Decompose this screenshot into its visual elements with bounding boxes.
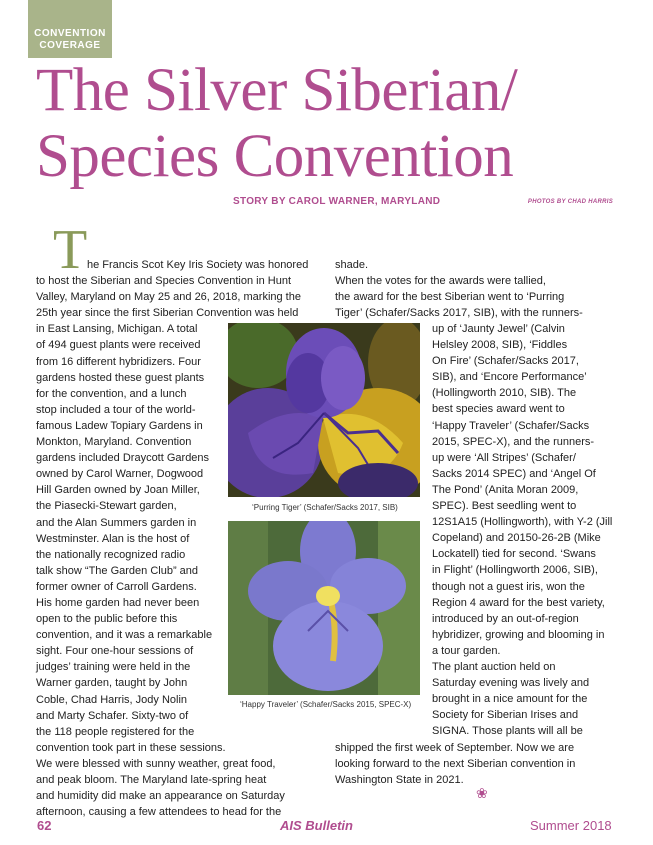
text-line: a tour garden. <box>432 644 501 657</box>
photo-credit: PHOTOS BY CHAD HARRIS <box>527 199 613 205</box>
caption-purring-tiger: ‘Purring Tiger’ (Schafer/Sacks 2017, SIB) <box>252 503 398 512</box>
column-right-bottom <box>335 740 620 788</box>
end-ornament-icon: ❀ <box>476 785 488 801</box>
text-line: talk show “The Garden Club” and <box>36 564 199 577</box>
text-line: (Hollingworth 2010, SIB). The <box>432 387 577 400</box>
text-line: SIGNA. Those plants will all be <box>432 725 583 738</box>
text-line: Coble, Chad Harris, Jody Nolin <box>36 693 188 706</box>
text-line: brought in a nice amount for the <box>432 693 588 706</box>
section-tag-line-2: COVERAGE <box>39 40 101 51</box>
text-line: On Fire’ (Schafer/Sacks 2017, <box>432 355 579 368</box>
text-line: 12S1A15 (Hollingworth), with Y-2 (Jill <box>432 516 613 529</box>
text-line: up of ‘Jaunty Jewel’ (Calvin <box>432 323 565 335</box>
text-line: Lockatell) tied for second. ‘Swans <box>432 548 596 561</box>
text-line: for the convention, and a lunch <box>36 387 187 400</box>
text-line: Helsley 2008, SIB), ‘Fiddles <box>432 339 568 352</box>
text-line: of 494 guest plants were received <box>36 339 201 352</box>
text-line: Society for Siberian Irises and <box>432 709 579 722</box>
text-line: open to the public before this <box>36 613 178 626</box>
text-line: the Piasecki-Stewart garden, <box>36 500 177 513</box>
text-line: and humidity did make an appearance on Saturday <box>36 790 285 803</box>
text-line: Copeland) and 20150-26-2B (Mike <box>432 532 601 545</box>
text-line: We were blessed with sunny weather, great food, <box>36 757 276 770</box>
text-line: convention took part in these sessions. <box>36 741 226 754</box>
iris-purple-yellow-icon <box>228 323 420 497</box>
text-line: judges’ training were held in the <box>36 661 191 674</box>
text-line: hybridizer, growing and blooming in <box>432 628 605 641</box>
text-line: Region 4 award for the best variety, <box>432 596 605 609</box>
caption-happy-traveler: ‘Happy Traveler’ (Schafer/Sacks 2015, SPEC-X) <box>240 700 412 709</box>
text-line: Hill Garden owned by Joan Miller, <box>36 484 200 497</box>
title-line-2: Species Convention <box>36 123 514 190</box>
text-line: and the Alan Summers garden in <box>36 516 197 529</box>
text-line: shade. <box>335 259 369 271</box>
text-line: the 118 people registered for the <box>36 725 195 738</box>
text-line: Westminster. Alan is the host of <box>36 532 190 545</box>
column-right-top <box>335 257 620 321</box>
text-line: from 16 different hybridizers. Four <box>36 355 201 368</box>
text-line: the award for the best Siberian went to ‘Purring <box>335 291 565 304</box>
text-line: in East Lansing, Michigan. A total <box>36 323 198 336</box>
footer-page-number: 62 <box>37 818 52 833</box>
footer-issue: Summer 2018 <box>530 818 612 833</box>
iris-blue-violet-icon <box>228 521 420 695</box>
article-title <box>36 58 636 190</box>
text-line: to host the Siberian and Species Convention in Hunt <box>36 275 291 288</box>
text-line: best species award went to <box>432 403 565 416</box>
text-line: in Flight’ (Hollingworth 2006, SIB), <box>432 564 598 577</box>
text-line: 25th year since the first Siberian Convention was held <box>36 307 299 320</box>
text-line: afternoon, causing a few attendees to head for the <box>36 806 282 819</box>
text-line: famous Ladew Topiary Gardens in <box>36 419 203 432</box>
text-line: though not a guest iris, won the <box>432 580 585 593</box>
text-line: 2015, SPEC-X), and the runners- <box>432 435 595 448</box>
text-line: former owner of Carroll Gardens. <box>36 580 197 593</box>
text-line: Tiger’ (Schafer/Sacks 2017, SIB), with the runners- <box>335 307 583 320</box>
text-line: and peak bloom. The Maryland late-spring heat <box>36 774 267 786</box>
drop-cap: T <box>53 219 88 281</box>
text-line: introduced by an out-of-region <box>432 612 579 625</box>
text-line: stop included a tour of the world- <box>36 403 196 416</box>
text-line: Warner garden, taught by John <box>36 677 188 690</box>
text-line: SIB), and ‘Encore Performance’ <box>432 371 587 384</box>
text-line: owned by Carol Warner, Dogwood <box>36 468 204 481</box>
text-line: the nationally recognized radio <box>36 548 186 561</box>
section-tag <box>28 0 112 58</box>
text-line: and Marty Schafer. Sixty-two of <box>36 709 189 722</box>
column-right-wrap <box>432 321 622 739</box>
text-line: Sacks 2014 SPEC) and ‘Angel Of <box>432 467 596 480</box>
text-line: gardens included Draycott Gardens <box>36 452 210 465</box>
text-line: convention, and it was a remarkable <box>36 629 213 642</box>
text-line: shipped the first week of September. Now we are <box>335 742 575 754</box>
text-line: Washington State in 2021. <box>335 774 464 787</box>
text-line: The Pond’ (Anita Moran 2009, <box>432 483 579 496</box>
section-tag-line-1: CONVENTION <box>34 28 106 39</box>
photo-happy-traveler <box>228 521 420 695</box>
text-line: SPEC). Best seedling went to <box>432 500 577 513</box>
photo-purring-tiger <box>228 323 420 497</box>
text-line: he Francis Scot Key Iris Society was honored <box>87 259 309 271</box>
text-line: gardens hosted these guest plants <box>36 371 205 384</box>
text-line: sight. Four one-hour sessions of <box>36 645 194 658</box>
text-line: looking forward to the next Siberian convention in <box>335 758 576 771</box>
text-line: up were ‘All Stripes’ (Schafer/ <box>432 451 576 464</box>
title-line-1: The Silver Siberian/ <box>36 57 518 124</box>
text-line: His home garden had never been <box>36 596 200 609</box>
byline: STORY BY CAROL WARNER, MARYLAND <box>233 196 441 207</box>
text-line: ‘Happy Traveler’ (Schafer/Sacks <box>432 419 590 432</box>
text-line: Monkton, Maryland. Convention <box>36 436 192 449</box>
text-line: The plant auction held on <box>432 660 556 673</box>
footer-publication: AIS Bulletin <box>280 818 353 833</box>
text-line: Saturday evening was lively and <box>432 677 590 690</box>
text-line: When the votes for the awards were tallied, <box>335 275 546 288</box>
text-line: Valley, Maryland on May 25 and 26, 2018, marking the <box>36 291 301 304</box>
